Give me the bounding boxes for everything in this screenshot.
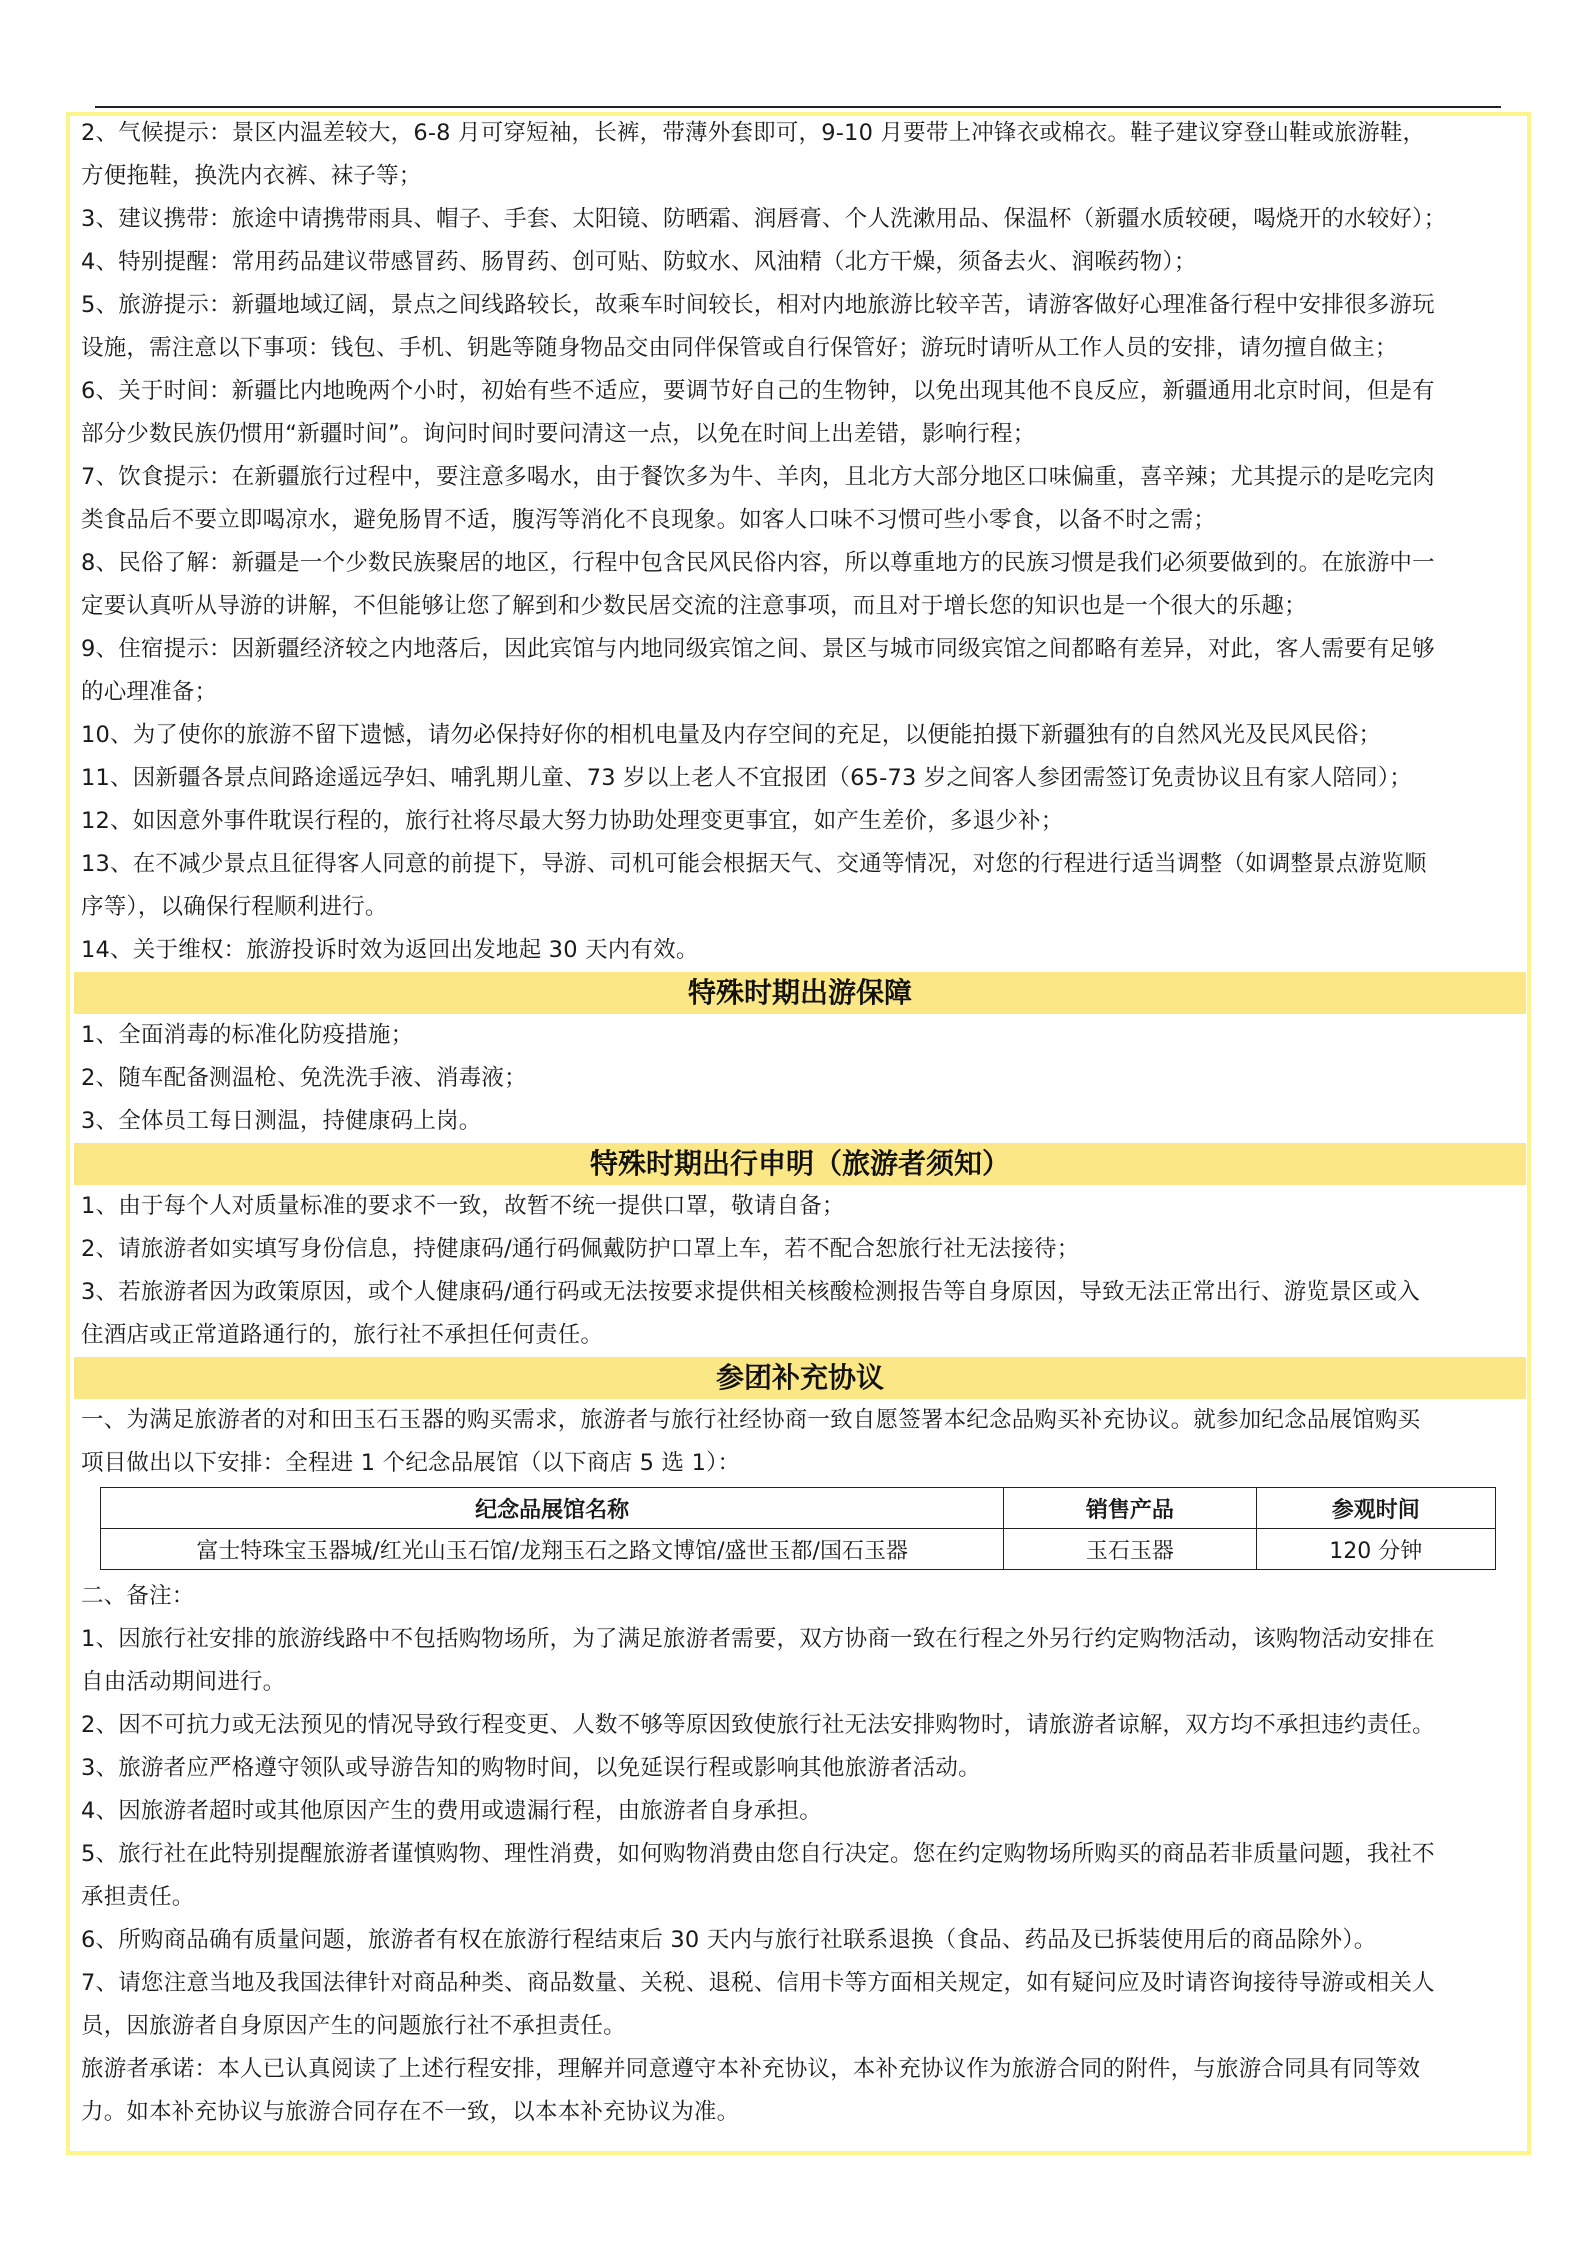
notes-line: 定要认真听从导游的讲解，不但能够让您了解到和少数民居交流的注意事项，而且对于增长您的知识也是一个很大的乐趣；	[81, 593, 1307, 619]
remark-line: 员，因旅游者自身原因产生的问题旅行社不承担责任。	[81, 2013, 626, 2039]
section-heading-special-period-guarantee: 特殊时期出游保障	[74, 972, 1526, 1014]
notes-line: 5、旅游提示：新疆地域辽阔，景点之间线路较长，故乘车时间较长，相对内地旅游比较辛苦，请游客做好心理准备行程中安排很多游玩	[81, 292, 1435, 318]
intro-line: 一、为满足旅游者的对和田玉石玉器的购买需求，旅游者与旅行社经协商一致自愿签署本纪念品购买补充协议。就参加纪念品展馆购买	[81, 1407, 1421, 1433]
notes-line: 类食品后不要立即喝凉水，避免肠胃不适，腹泻等消化不良现象。如客人口味不习惯可些小零食，以备不时之需；	[81, 507, 1217, 533]
remark-line: 4、因旅游者超时或其他原因产生的费用或遗漏行程，由旅游者自身承担。	[81, 1798, 822, 1824]
intro-line: 项目做出以下安排：全程进 1 个纪念品展馆（以下商店 5 选 1）：	[81, 1450, 741, 1476]
remark-line: 2、因不可抗力或无法预见的情况导致行程变更、人数不够等原因致使旅行社无法安排购物时，请旅游者谅解，双方均不承担违约责任。	[81, 1712, 1435, 1738]
notes-line: 方便拖鞋，换洗内衣裤、袜子等；	[81, 163, 422, 189]
cell-product: 玉石玉器	[1004, 1529, 1256, 1570]
notes-line: 2、气候提示：景区内温差较大，6-8 月可穿短袖，长裤，带薄外套即可，9-10 月要带上冲锋衣或棉衣。鞋子建议穿登山鞋或旅游鞋，	[81, 120, 1426, 146]
column-header-visit-time: 参观时间	[1256, 1488, 1495, 1529]
shop-table-wrapper	[80, 1485, 1520, 1575]
list-item: 2、请旅游者如实填写身份信息，持健康码/通行码佩戴防护口罩上车，若不配合恕旅行社无法接待；	[81, 1236, 1080, 1262]
remark-line: 旅游者承诺：本人已认真阅读了上述行程安排，理解并同意遵守本补充协议，本补充协议作为旅游合同的附件，与旅游合同具有同等效	[81, 2056, 1421, 2082]
agreement-intro	[80, 1399, 1520, 1485]
list-item: 1、由于每个人对质量标准的要求不一致，故暂不统一提供口罩，敬请自备；	[81, 1193, 845, 1219]
notes-line: 3、建议携带：旅途中请携带雨具、帽子、手套、太阳镜、防晒霜、润唇膏、个人洗漱用品、保温杯（新疆水质较硬，喝烧开的水较好）；	[81, 206, 1447, 232]
list-item: 1、全面消毒的标准化防疫措施；	[81, 1022, 414, 1048]
notes-line: 6、关于时间：新疆比内地晚两个小时，初始有些不适应，要调节好自己的生物钟，以免出现其他不良反应，新疆通用北京时间，但是有	[81, 378, 1435, 404]
list-item: 2、随车配备测温枪、免洗洗手液、消毒液；	[81, 1065, 527, 1091]
list-item: 3、全体员工每日测温，持健康码上岗。	[81, 1108, 482, 1134]
remark-line: 力。如本补充协议与旅游合同存在不一致，以本本补充协议为准。	[81, 2099, 740, 2125]
table-row	[101, 1529, 1496, 1570]
agreement-remarks	[80, 1575, 1520, 2134]
section-heading-traveler-notice: 特殊时期出行申明（旅游者须知）	[74, 1143, 1526, 1185]
notes-line: 8、民俗了解：新疆是一个少数民族聚居的地区，行程中包含民风民俗内容，所以尊重地方的民族习惯是我们必须要做到的。在旅游中一	[81, 550, 1435, 576]
header-rule	[95, 106, 1501, 108]
remark-line: 二、备注：	[81, 1583, 195, 1609]
notes-line: 的心理准备；	[81, 679, 218, 705]
notes-line: 13、在不减少景点且征得客人同意的前提下，导游、司机可能会根据天气、交通等情况，对您的行程进行适当调整（如调整景点游览顺	[81, 851, 1427, 877]
column-header-shop-name: 纪念品展馆名称	[101, 1488, 1004, 1529]
notes-line: 14、关于维权：旅游投诉时效为返回出发地起 30 天内有效。	[81, 937, 699, 963]
notes-line: 10、为了使你的旅游不留下遗憾，请勿必保持好你的相机电量及内存空间的充足，以便能拍摄下新疆独有的自然风光及民风民俗；	[81, 722, 1382, 748]
guarantee-list	[80, 1014, 1520, 1143]
document-body	[80, 112, 1520, 2134]
table-header-row	[101, 1488, 1496, 1529]
section-heading-supplementary-agreement: 参团补充协议	[74, 1357, 1526, 1399]
travel-notes	[80, 112, 1520, 972]
list-item: 住酒店或正常道路通行的，旅行社不承担任何责任。	[81, 1322, 604, 1348]
remark-line: 5、旅行社在此特别提醒旅游者谨慎购物、理性消费，如何购物消费由您自行决定。您在约定购物场所购买的商品若非质量问题，我社不	[81, 1841, 1435, 1867]
list-item: 3、若旅游者因为政策原因，或个人健康码/通行码或无法按要求提供相关核酸检测报告等自身原因，导致无法正常出行、游览景区或入	[81, 1279, 1420, 1305]
notes-line: 4、特别提醒：常用药品建议带感冒药、肠胃药、创可贴、防蚊水、风油精（北方干燥，须备去火、润喉药物）；	[81, 249, 1197, 275]
remark-line: 6、所购商品确有质量问题，旅游者有权在旅游行程结束后 30 天内与旅行社联系退换（食品、药品及已拆装使用后的商品除外）。	[81, 1927, 1377, 1953]
notes-line: 部分少数民族仍惯用“新疆时间”。询问时间时要问清这一点，以免在时间上出差错，影响行程；	[81, 421, 1036, 447]
notes-line: 11、因新疆各景点间路途遥远孕妇、哺乳期儿童、73 岁以上老人不宜报团（65-73 岁之间客人参团需签订免责协议且有家人陪同）；	[81, 765, 1412, 791]
notes-line: 9、住宿提示：因新疆经济较之内地落后，因此宾馆与内地同级宾馆之间、景区与城市同级宾馆之间都略有差异，对此，客人需要有足够	[81, 636, 1435, 662]
remark-line: 3、旅游者应严格遵守领队或导游告知的购物时间，以免延误行程或影响其他旅游者活动。	[81, 1755, 981, 1781]
notes-line: 7、饮食提示：在新疆旅行过程中，要注意多喝水，由于餐饮多为牛、羊肉，且北方大部分地区口味偏重，喜辛辣；尤其提示的是吃完肉	[81, 464, 1435, 490]
shop-table	[100, 1487, 1496, 1570]
notes-line: 序等），以确保行程顺利进行。	[81, 894, 388, 920]
column-header-product: 销售产品	[1004, 1488, 1256, 1529]
notes-line: 12、如因意外事件耽误行程的，旅行社将尽最大努力协助处理变更事宜，如产生差价，多退少补；	[81, 808, 1064, 834]
remark-line: 1、因旅行社安排的旅游线路中不包括购物场所，为了满足旅游者需要，双方协商一致在行程之外另行约定购物活动，该购物活动安排在	[81, 1626, 1435, 1652]
remark-line: 承担责任。	[81, 1884, 195, 1910]
notes-line: 设施，需注意以下事项：钱包、手机、钥匙等随身物品交由同伴保管或自行保管好；游玩时请听从工作人员的安排，请勿擅自做主；	[81, 335, 1398, 361]
remark-line: 7、请您注意当地及我国法律针对商品种类、商品数量、关税、退税、信用卡等方面相关规定，如有疑问应及时请咨询接待导游或相关人	[81, 1970, 1435, 1996]
remark-line: 自由活动期间进行。	[81, 1669, 286, 1695]
cell-visit-time: 120 分钟	[1256, 1529, 1495, 1570]
notice-list	[80, 1185, 1520, 1357]
cell-shop-name: 富士特珠宝玉器城/红光山玉石馆/龙翔玉石之路文博馆/盛世玉都/国石玉器	[101, 1529, 1004, 1570]
